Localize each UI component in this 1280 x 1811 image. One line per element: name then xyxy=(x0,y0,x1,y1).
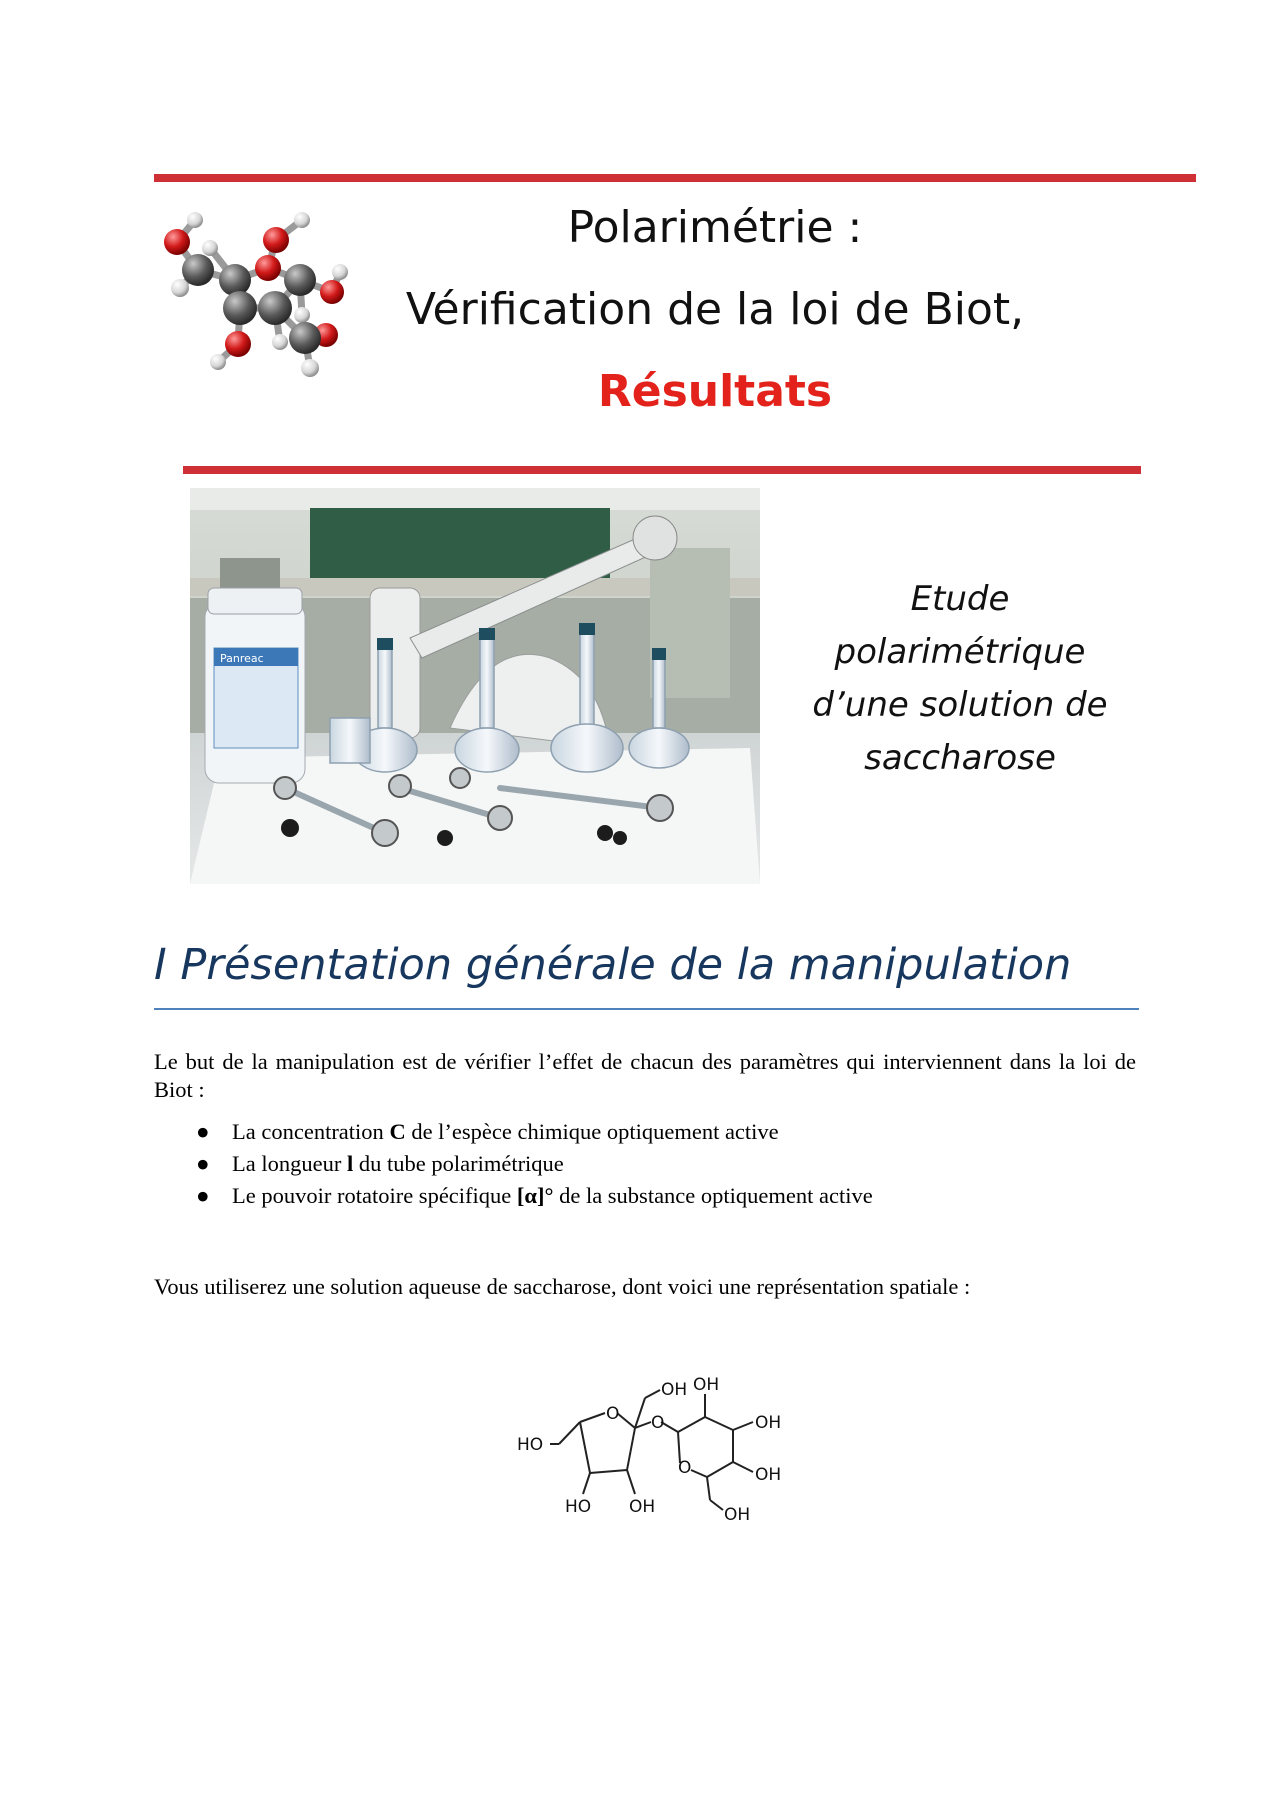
section-heading-rule xyxy=(154,1008,1139,1010)
ring-o-furanose: O xyxy=(606,1404,620,1424)
list-item: ● Le pouvoir rotatoire spécifique [α]° de la substance optiquement active xyxy=(196,1180,873,1212)
bullet-icon: ● xyxy=(196,1183,210,1208)
label-oh-bottom-mid: OH xyxy=(629,1497,656,1517)
title-resultats: Résultats xyxy=(597,366,833,417)
bullet-icon: ● xyxy=(196,1119,210,1144)
caption-line-4: saccharose xyxy=(864,738,1056,778)
label-ho-left: HO xyxy=(517,1435,544,1455)
list-item: ● La concentration C de l’espèce chimique optiquement active xyxy=(196,1116,873,1148)
caption-line-2: polarimétrique xyxy=(834,632,1086,672)
label-oh-right2: OH xyxy=(755,1465,782,1485)
sucrose-paragraph: Vous utiliserez une solution aqueuse de saccharose, dont voici une représentation spatiale : xyxy=(154,1274,971,1299)
label-oh-top-ch2: OH xyxy=(661,1380,688,1400)
ring-o-pyranose: O xyxy=(678,1458,692,1478)
bridge-o: O xyxy=(651,1413,665,1433)
caption-line-1: Etude xyxy=(910,579,1010,619)
section-heading: I Présentation générale de la manipulation xyxy=(154,940,1072,990)
lab-photo xyxy=(190,488,760,884)
parameter-list xyxy=(196,1116,873,1212)
title-verification: Vérification de la loi de Biot, xyxy=(405,284,1025,335)
sucrose-structure-diagram xyxy=(495,1370,805,1540)
header-bottom-rule xyxy=(183,466,1141,474)
label-ho-bottom: HO xyxy=(565,1497,592,1517)
list-item: ● La longueur l du tube polarimétrique xyxy=(196,1148,873,1180)
bullet-icon: ● xyxy=(196,1151,210,1176)
header-top-rule xyxy=(154,174,1196,182)
caption-line-3: d’une solution de xyxy=(812,685,1108,725)
title-polarimetrie: Polarimétrie : xyxy=(567,202,863,253)
photo-caption xyxy=(785,573,1135,785)
molecule-model-image xyxy=(150,200,360,390)
label-oh-top: OH xyxy=(693,1375,720,1395)
intro-paragraph: Le but de la manipulation est de vérifier l’effet de chacun des paramètres qui interviennent dans la loi de Biot : xyxy=(154,1049,1136,1102)
label-oh-bottom: OH xyxy=(724,1505,751,1525)
bottle-label: Panreac xyxy=(220,652,264,665)
label-oh-right1: OH xyxy=(755,1413,782,1433)
